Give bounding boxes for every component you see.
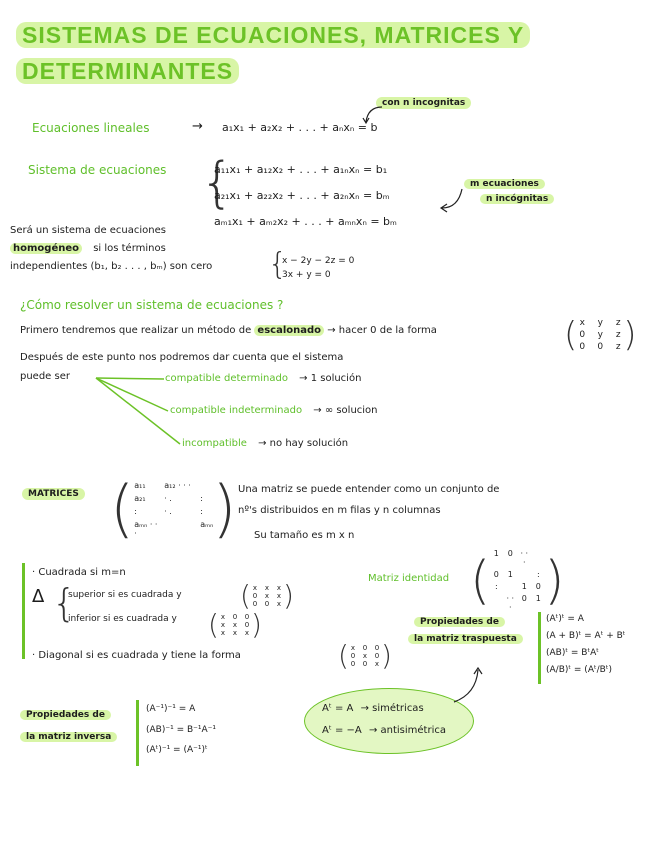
linear-note-text: con n incognitas	[376, 97, 471, 109]
upper-matrix	[240, 579, 294, 612]
triangle-brace: {	[52, 581, 77, 625]
cell: x	[276, 584, 282, 592]
general-matrix	[110, 472, 237, 545]
bracket-left: (	[564, 315, 578, 355]
cell: a₁₁	[134, 480, 146, 490]
symmetric-r1-eq: Aᵗ = A	[322, 703, 354, 714]
type-lower: inferior si es cuadrada y	[68, 614, 177, 624]
cell	[164, 520, 198, 538]
transpose-bar	[538, 612, 541, 684]
homogeneous-ex2: 3x + y = 0	[282, 270, 331, 280]
cell: x	[276, 592, 282, 600]
bracket-left: (	[338, 639, 349, 672]
cell: · .	[164, 506, 172, 516]
option-incompatible	[182, 438, 348, 449]
lower-grid	[219, 613, 251, 637]
cell: 0	[493, 570, 499, 579]
matrices-badge	[22, 481, 85, 500]
bracket-right: )	[282, 579, 294, 612]
symmetric-r2-eq: Aᵗ = −A	[322, 725, 362, 736]
homogeneous-brace: {	[268, 247, 288, 282]
linear-note	[376, 98, 471, 108]
opt1-label: compatible determinado	[165, 373, 288, 384]
system-note2: n incógnitas	[480, 194, 554, 204]
cell: 0	[264, 600, 270, 608]
cell: 0	[252, 592, 258, 600]
cell: :	[536, 570, 540, 579]
cell: x	[264, 584, 270, 592]
cell: x	[579, 318, 585, 328]
cell: y	[597, 318, 603, 328]
linear-arrow: →	[192, 119, 203, 134]
system-note1: m ecuaciones	[464, 179, 545, 189]
option-compatible-indeterminado	[170, 405, 378, 416]
cell: 0	[350, 660, 356, 668]
symmetric-ellipse	[304, 688, 474, 754]
cell: z	[615, 330, 621, 340]
bracket-left: (	[110, 472, 135, 545]
transpose-label	[408, 614, 523, 648]
system-eq1: a₁₁x₁ + a₁₂x₂ + . . . + a₁ₙxₙ = b₁	[214, 163, 388, 176]
cell: x	[232, 629, 238, 637]
diagonal-matrix	[338, 639, 392, 672]
title-line1: SISTEMAS DE ECUACIONES, MATRICES Y	[16, 22, 530, 48]
type-upper: superior si es cuadrada y	[68, 590, 182, 600]
transpose-r2: (A + B)ᵗ = Aᵗ + Bᵗ	[546, 631, 626, 641]
diagonal-grid	[349, 644, 381, 668]
types-bar	[22, 563, 25, 659]
opt2-label: compatible indeterminado	[170, 405, 303, 416]
system-eq3: aₘ₁x₁ + aₘ₂x₂ + . . . + aₘₙxₙ = bₘ	[214, 215, 397, 228]
inverse-label2: la matriz inversa	[20, 732, 117, 742]
symmetric-r2	[322, 725, 446, 736]
transpose-label1: Propiedades de	[414, 617, 505, 627]
page-title-2	[16, 58, 239, 85]
cell: x	[362, 652, 368, 660]
solve-question: ¿Cómo resolver un sistema de ecuaciones ?	[20, 298, 284, 312]
bracket-right: )	[250, 608, 262, 641]
cell: · · ·	[506, 594, 515, 612]
transpose-r3: (AB)ᵗ = BᵗAᵗ	[546, 648, 599, 658]
transpose-r4: (A/B)ᵗ = (Aᵗ/Bᵗ)	[546, 665, 612, 675]
opt1-result: → 1 solución	[299, 373, 362, 384]
inverse-label	[20, 704, 117, 748]
cell: 0	[579, 330, 586, 340]
curved-arrow-icon	[438, 186, 466, 216]
cell: :	[494, 582, 498, 591]
solve-p1-text: Primero tendremos que realizar un método de	[20, 325, 252, 336]
solve-p1	[20, 325, 437, 336]
cell: 1	[521, 582, 527, 591]
transpose-label2: la matriz traspuesta	[408, 634, 523, 644]
cell: aₘₙ	[200, 519, 214, 529]
cell: a₂₁	[134, 493, 146, 503]
cell: aₘₙ · · ·	[134, 519, 158, 538]
inverse-label1: Propiedades de	[20, 710, 111, 720]
symmetric-r1	[322, 703, 424, 714]
solve-p2: Después de este punto nos podremos dar cuenta que el sistema	[20, 352, 344, 363]
cell: x	[232, 621, 238, 629]
page-title	[16, 22, 530, 49]
cell: 0	[374, 644, 380, 652]
inverse-r2: (AB)⁻¹ = B⁻¹A⁻¹	[146, 725, 217, 735]
type-triangle-symbol: Δ	[32, 586, 45, 607]
general-matrix-grid	[134, 481, 212, 538]
curved-arrow-icon	[356, 104, 386, 128]
cell: 0	[507, 549, 513, 558]
solve-p3: puede ser	[20, 371, 70, 382]
homogeneous-line2	[10, 243, 166, 254]
transpose-r1: (Aᵗ)ᵗ = A	[546, 614, 584, 624]
cell: 0	[597, 342, 604, 352]
solve-p1-escalonado: escalonado	[254, 325, 324, 336]
cell	[518, 570, 530, 579]
symmetric-r2-result: → antisimétrica	[368, 725, 446, 736]
bracket-right: )	[623, 315, 637, 355]
cell: :	[134, 506, 137, 516]
homogeneous-line2-text: si los términos	[93, 243, 166, 254]
system-label: Sistema de ecuaciones	[28, 163, 167, 177]
identity-grid	[490, 549, 544, 612]
system-note	[464, 177, 554, 207]
cell: 1	[535, 594, 541, 603]
bracket-right: )	[212, 472, 237, 545]
cell: 0	[521, 594, 527, 603]
cell	[490, 594, 502, 612]
cell: 0	[362, 660, 368, 668]
cell: 1	[507, 570, 513, 579]
matrices-desc3: Su tamaño es m x n	[254, 530, 355, 541]
opt3-result: → no hay solución	[258, 438, 349, 449]
cell: :	[200, 493, 203, 503]
upper-grid	[251, 584, 283, 608]
matrices-badge-text: MATRICES	[22, 488, 85, 500]
cell: · · ·	[520, 549, 529, 567]
cell: 0	[244, 613, 250, 621]
opt3-label: incompatible	[182, 438, 247, 449]
homogeneous-word: homogéneo	[10, 243, 82, 254]
cell: 0	[362, 644, 368, 652]
bracket-left: (	[240, 579, 251, 612]
cell: x	[244, 629, 250, 637]
matrices-desc2: nº's distribuidos en m filas y n columnas	[238, 505, 441, 516]
type-diagonal: · Diagonal si es cuadrada y tiene la forma	[32, 650, 241, 661]
cell: 0	[535, 582, 541, 591]
cell: x	[264, 592, 270, 600]
cell: x	[350, 644, 356, 652]
identity-label: Matriz identidad	[368, 573, 450, 584]
linear-equation: a₁x₁ + a₂x₂ + . . . + aₙxₙ = b	[222, 121, 378, 134]
cell: 0	[244, 621, 250, 629]
cell	[200, 481, 212, 490]
system-eq2: a₂₁x₁ + a₂₂x₂ + . . . + a₂ₙxₙ = bₘ	[214, 189, 390, 202]
system-brace: {	[200, 151, 235, 214]
homogeneous-line3: independientes (b₁, b₂ . . . , bₘ) son cero	[10, 261, 213, 272]
cell: y	[597, 330, 603, 340]
cell: 0	[252, 600, 258, 608]
lower-matrix	[208, 608, 262, 641]
curved-arrow-icon	[450, 664, 484, 706]
cell: x	[276, 600, 282, 608]
title-line2: DETERMINANTES	[16, 58, 239, 84]
cell: z	[615, 318, 621, 328]
matrices-desc1: Una matriz se puede entender como un conjunto de	[238, 484, 500, 495]
solve-p1-rest: → hacer 0 de la forma	[327, 325, 437, 336]
bracket-right: )	[380, 639, 392, 672]
homogeneous-ex1: x − 2y − 2z = 0	[282, 256, 355, 266]
cell: 0	[232, 613, 238, 621]
triangular-matrix	[564, 315, 637, 355]
inverse-r3: (Aᵗ)⁻¹ = (A⁻¹)ᵗ	[146, 745, 208, 755]
cell: :	[200, 506, 203, 516]
cell: 1	[493, 549, 499, 558]
cell: x	[374, 660, 380, 668]
inverse-bar	[136, 700, 139, 766]
cell: 0	[579, 342, 586, 352]
homogeneous-line1: Será un sistema de ecuaciones	[10, 225, 166, 236]
cell: 0	[350, 652, 356, 660]
cell	[532, 549, 544, 567]
type-square: · Cuadrada si m=n	[32, 567, 126, 578]
inverse-r1: (A⁻¹)⁻¹ = A	[146, 704, 196, 714]
cell: x	[220, 629, 226, 637]
cell: x	[220, 621, 226, 629]
symmetric-r1-result: → simétricas	[360, 703, 424, 714]
identity-matrix	[470, 549, 565, 612]
cell	[504, 582, 516, 591]
opt2-result: → ∞ solucion	[313, 405, 378, 416]
cell: 0	[374, 652, 380, 660]
bracket-left: (	[470, 550, 491, 611]
cell: x	[220, 613, 226, 621]
cell: z	[615, 342, 621, 352]
bracket-right: )	[544, 550, 565, 611]
cell: a₁₂ · · ·	[164, 480, 191, 490]
option-compatible-determinado	[165, 373, 361, 384]
cell: x	[252, 584, 258, 592]
linear-label: Ecuaciones lineales	[32, 121, 150, 135]
triangular-grid	[577, 318, 623, 352]
cell: · .	[164, 493, 172, 503]
bracket-left: (	[208, 608, 219, 641]
